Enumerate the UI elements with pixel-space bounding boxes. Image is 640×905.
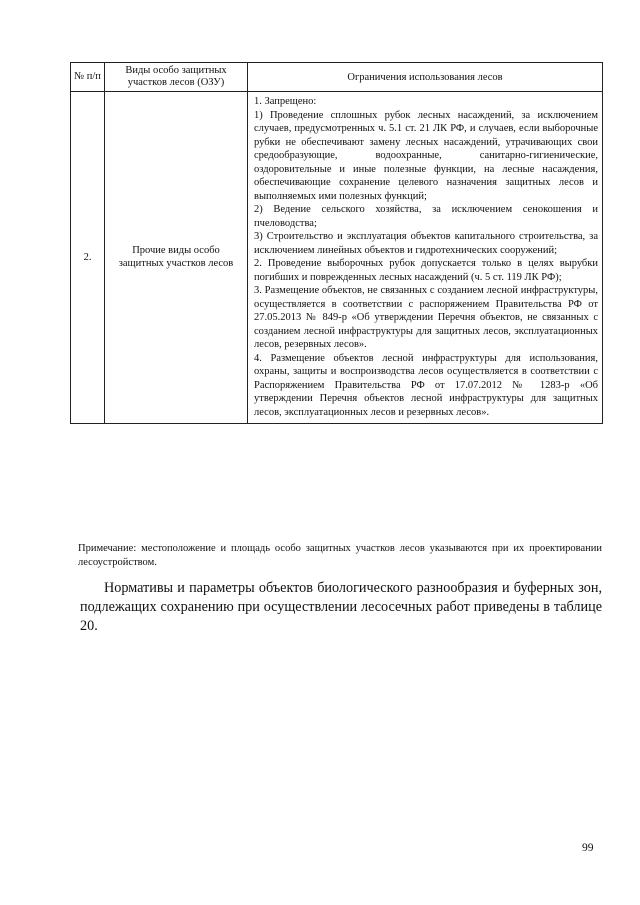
restriction-item: 2) Ведение сельского хозяйства, за исключением сенокошения и пчеловодства; xyxy=(254,204,598,229)
restriction-item: 2. Проведение выборочных рубок допускается только в целях вырубки погибших и поврежденных лесных насаждений (ч. 5 ст. 119 ЛК РФ); xyxy=(254,258,598,283)
header-restrictions: Ограничения использования лесов xyxy=(248,63,603,92)
row-number: 2. xyxy=(71,92,105,424)
header-number: № п/п xyxy=(71,63,105,92)
restriction-item: 4. Размещение объектов лесной инфраструктуры для использования, охраны, защиты и воспроизводства лесов осуществляется в соответствии с Распоряжением Правительства РФ от 17.07.2012 № 1283-р «Об утверждении Перечня объектов лесной инфраструктуры для защитных лесов, эксплуатационных лесов и резервных лесов». xyxy=(254,352,598,418)
page-number: 99 xyxy=(582,842,594,854)
restriction-item: 1) Проведение сплошных рубок лесных насаждений, за исключением случаев, предусмотренных ч. 5.1 ст. 21 ЛК РФ, и случаев, если выборочные рубки не обеспечивают замену лесных насаждений, утрачивающих свои средообразующие, водоохранные, санитарно-гигиенические, оздоровительные и иные полезные функции, на лесные насаждения, обеспечивающие сохранение целевого назначения защитных лесов и выполняемых ими полезных функций; xyxy=(254,109,598,202)
row-restrictions xyxy=(248,92,603,424)
restriction-item: 3. Размещение объектов, не связанных с созданием лесной инфраструктуры, осуществляется в соответствии с распоряжением Правительства РФ от 27.05.2013 № 849-р «Об утверждении Перечня объектов, не связанных с созданием лесной инфраструктуры для защитных лесов, эксплуатационных лесов, резервных лесов». xyxy=(254,285,598,350)
table-header-row xyxy=(71,63,603,92)
row-area-type: Прочие виды особо защитных участков лесов xyxy=(105,92,248,424)
restrictions-table xyxy=(70,62,603,424)
header-area-type: Виды особо защитных участков лесов (ОЗУ) xyxy=(105,63,248,92)
restriction-item: 1. Запрещено: xyxy=(254,96,317,107)
table-row xyxy=(71,92,603,424)
restriction-item: 3) Строительство и эксплуатация объектов капитального строительства, за исключением линейных объектов и гидротехнических сооружений; xyxy=(254,231,598,256)
body-paragraph: Нормативы и параметры объектов биологического разнообразия и буферных зон, подлежащих сохранению при осуществлении лесосечных работ приведены в таблице 20. xyxy=(80,580,602,634)
table-note: Примечание: местоположение и площадь особо защитных участков лесов указываются при их проектировании лесоустройством. xyxy=(78,543,602,568)
